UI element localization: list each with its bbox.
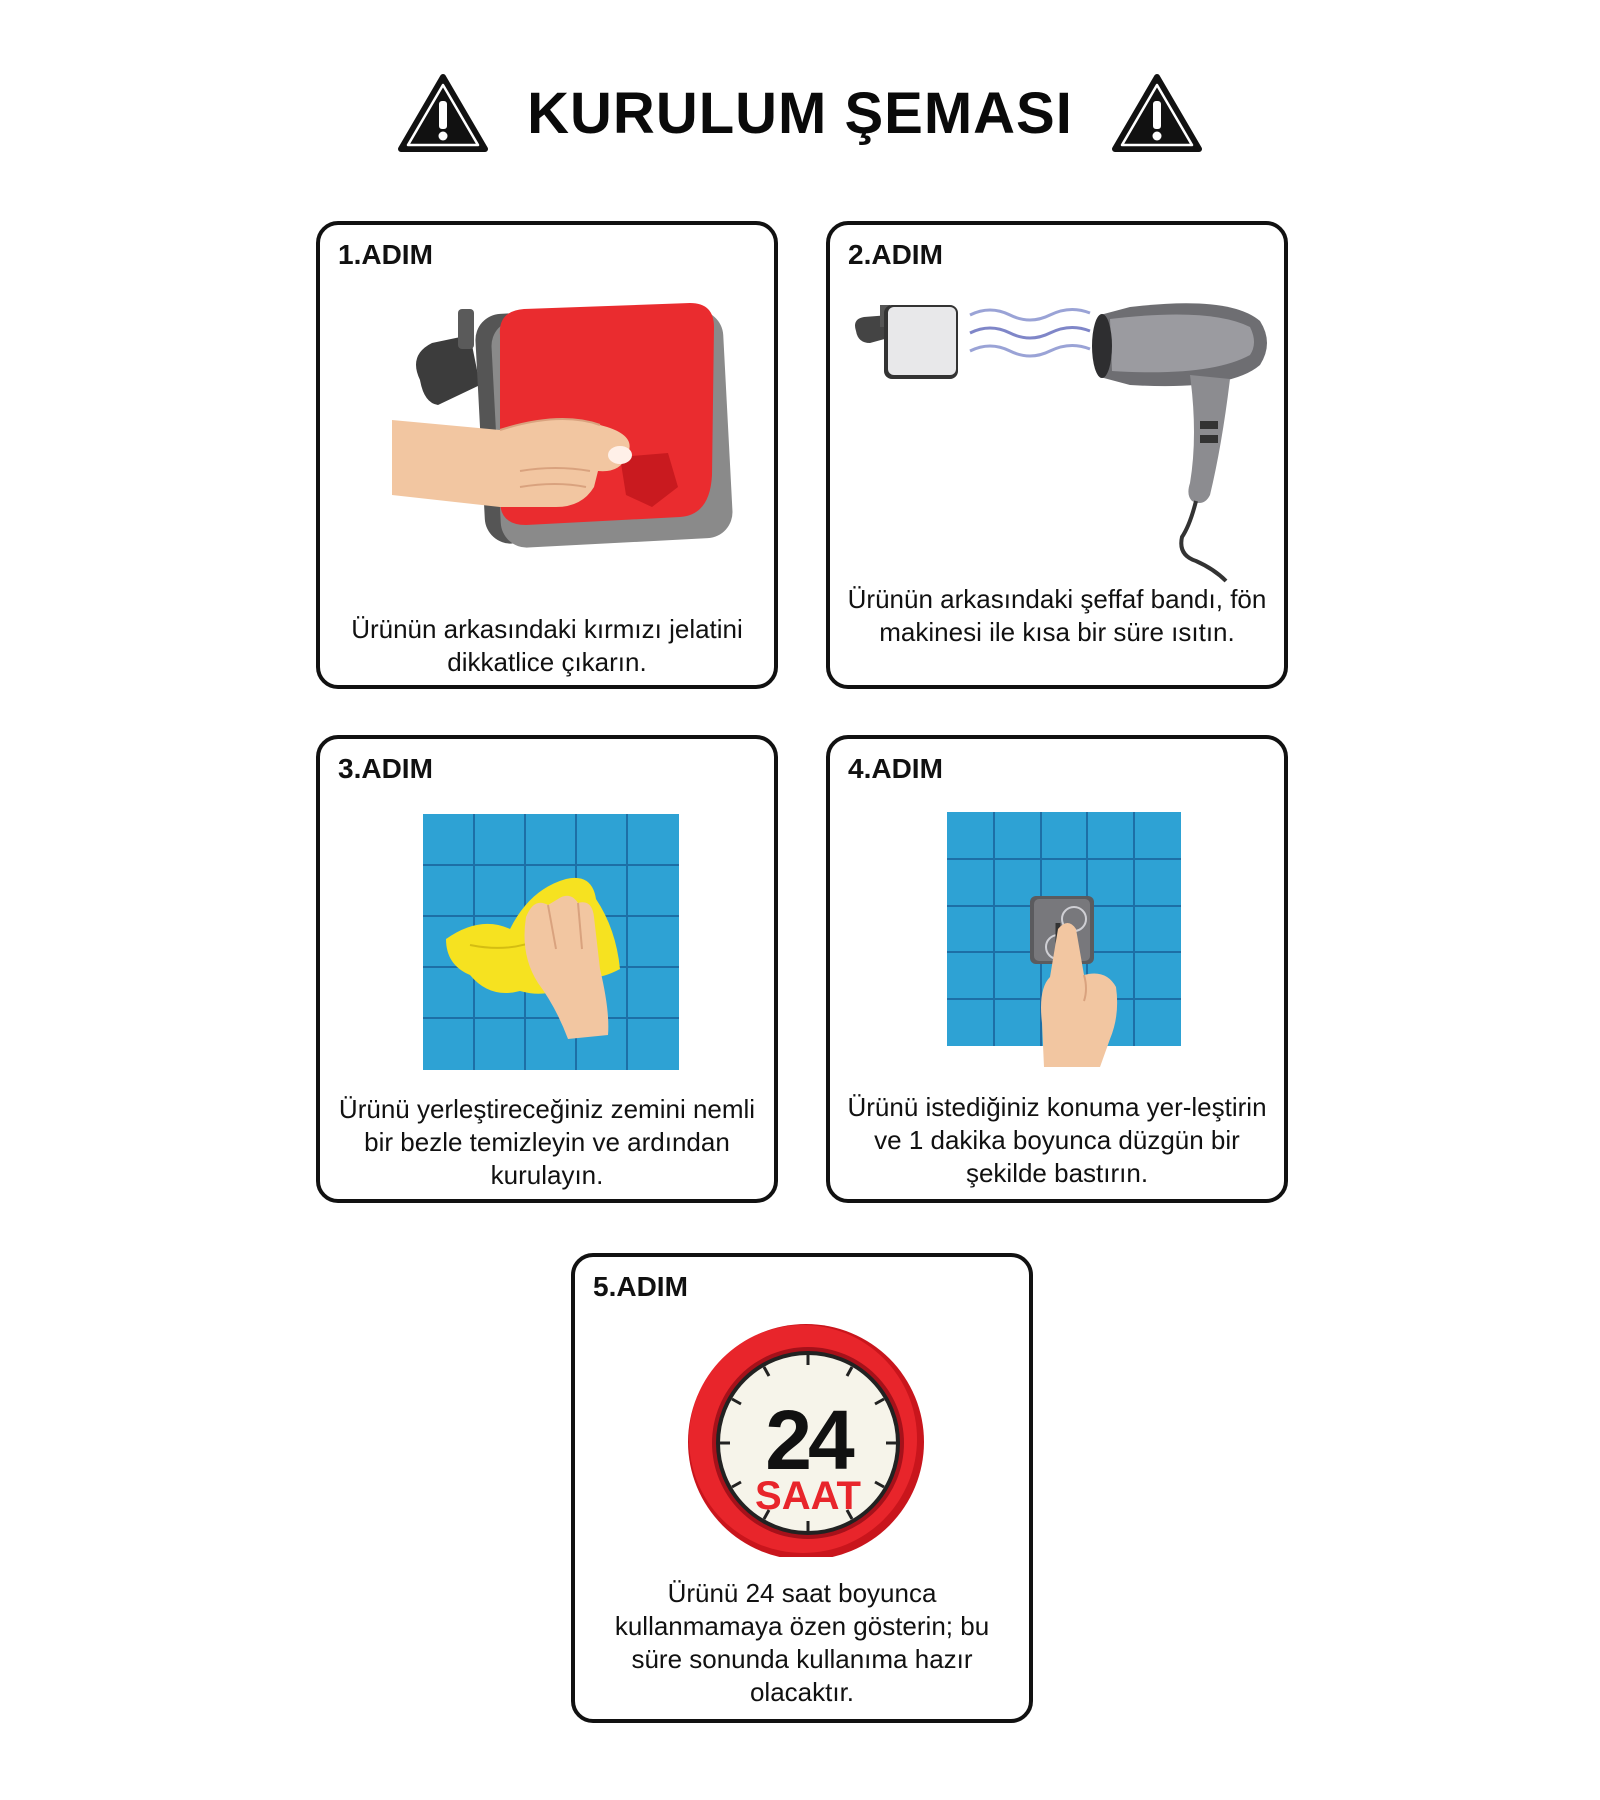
step-description: Ürünü istediğiniz konuma yer-leştirin ve 1 dakika boyunca düzgün bir şekilde bastırın. (847, 1092, 1267, 1188)
warning-triangle-icon (397, 73, 489, 153)
step-description: Ürünü 24 saat boyunca kullanmamaya özen gösterin; bu süre sonunda kullanıma hazır olacaktır. (614, 1578, 990, 1707)
page-header (0, 68, 1600, 158)
step-card-1 (316, 221, 778, 689)
step-card-4 (826, 735, 1288, 1203)
step-label: 5.ADIM (593, 1271, 688, 1302)
step-label: 4.ADIM (848, 753, 943, 784)
step-description: Ürünün arkasındaki kırmızı jelatini dikkatlice çıkarın. (351, 614, 743, 677)
clock-24-hours-icon (575, 1257, 1029, 1557)
clock-unit: SAAT (755, 1474, 861, 1518)
step-card-2 (826, 221, 1288, 689)
page-title: KURULUM ŞEMASI (527, 80, 1073, 146)
step-label: 3.ADIM (338, 753, 433, 784)
step-description: Ürünün arkasındaki şeffaf bandı, fön makinesi ile kısa bir süre ısıtın. (847, 584, 1267, 647)
step-label: 1.ADIM (338, 239, 433, 270)
step-card-5 (571, 1253, 1033, 1723)
step-card-3 (316, 735, 778, 1203)
clock-number: 24 (765, 1393, 851, 1487)
warning-triangle-icon (1111, 73, 1203, 153)
step-label: 2.ADIM (848, 239, 943, 270)
step-description: Ürünü yerleştireceğiniz zemini nemli bir bezle temizleyin ve ardından kurulayın. (338, 1094, 756, 1190)
